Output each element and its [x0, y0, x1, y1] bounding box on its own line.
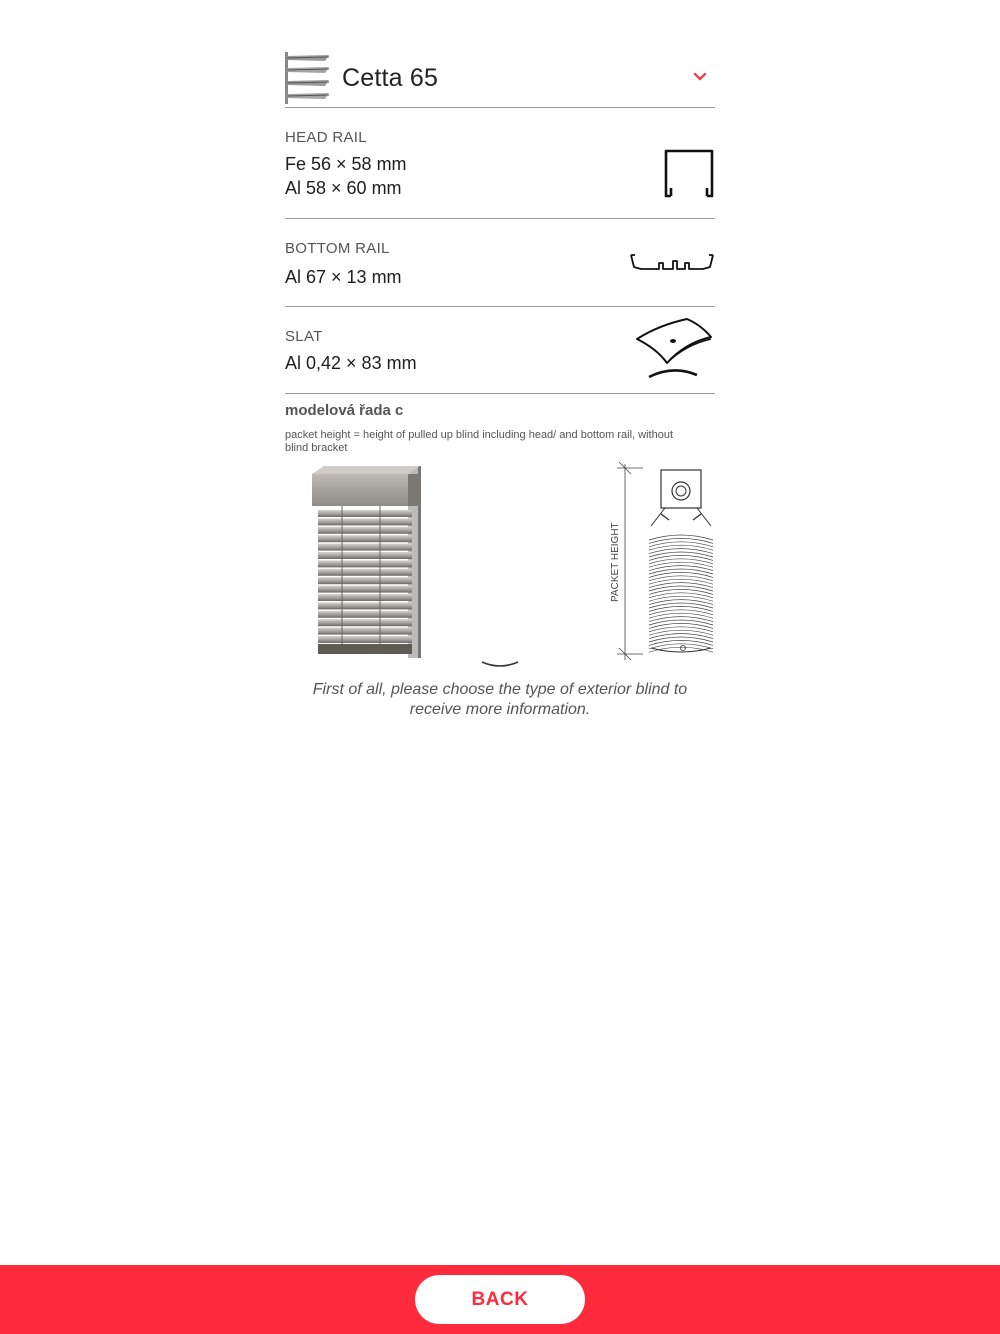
back-button[interactable]: BACK [415, 1275, 585, 1324]
head-rail-section [285, 108, 715, 219]
packet-height-note: packet height = height of pulled up blind including head/ and bottom rail, without blind bracket [285, 429, 674, 454]
slat-label: SLAT [285, 328, 323, 345]
packet-height-drawing [603, 462, 715, 662]
bottom-rail-profile-icon [629, 251, 715, 275]
head-rail-value-al: Al 58 × 60 mm [285, 178, 402, 198]
blind-slats-thumbnail [285, 52, 331, 104]
slat-value: Al 0,42 × 83 mm [285, 353, 417, 373]
product-dropdown[interactable] [285, 50, 715, 108]
page-indicator-arc [480, 660, 520, 670]
chevron-down-icon[interactable] [693, 72, 707, 82]
product-name: Cetta 65 [342, 64, 439, 92]
bottom-rail-label: BOTTOM RAIL [285, 240, 390, 257]
exterior-blind-image [310, 462, 425, 662]
head-rail-value-fe: Fe 56 × 58 mm [285, 154, 407, 174]
head-rail-profile-icon [663, 148, 715, 202]
slat-section [285, 307, 715, 394]
head-rail-label: HEAD RAIL [285, 129, 367, 146]
hint-text: First of all, please choose the type of exterior blind to receive more information. [312, 681, 688, 718]
bottom-rail-value: Al 67 × 13 mm [285, 267, 402, 287]
series-title: modelová řada c [285, 402, 404, 419]
slat-profile-icon [633, 315, 715, 381]
packet-height-label: PACKET HEIGHT [610, 522, 621, 602]
bottom-rail-section [285, 219, 715, 307]
